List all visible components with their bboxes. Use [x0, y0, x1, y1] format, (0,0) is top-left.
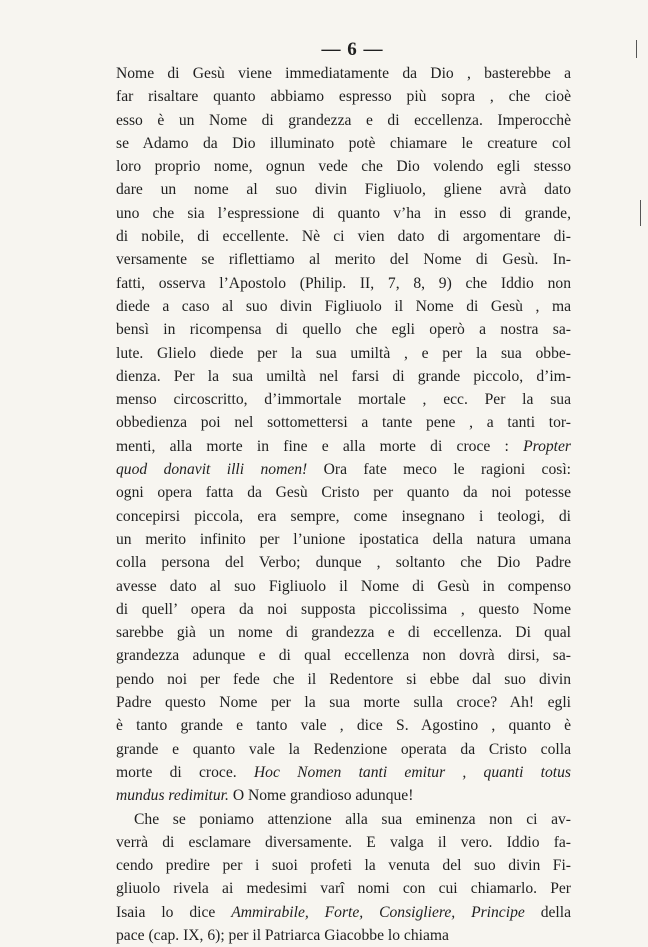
text-line	[116, 924, 571, 947]
text-line	[116, 877, 571, 900]
text-segment: O Nome grandioso adunque!	[229, 787, 413, 804]
paragraph	[116, 62, 571, 808]
text-line	[116, 295, 571, 318]
text-segment: uno che sia l’espressione di quanto v’ha in esso di grande,	[116, 205, 571, 222]
text-segment: è tanto grande e tanto vale , dice S. Agostino , quanto è	[116, 717, 571, 734]
italic-text: Ammirabile, Forte, Consigliere, Principe	[231, 904, 525, 921]
text-line	[116, 388, 571, 411]
text-line	[116, 575, 571, 598]
text-line	[116, 714, 571, 737]
text-segment: avesse dato al suo Figliuolo il Nome di Gesù in compenso	[116, 578, 571, 595]
text-line	[116, 528, 571, 551]
text-segment: pace (cap. IX, 6); per il Patriarca Giacobbe lo chiama	[116, 927, 449, 944]
page	[116, 38, 571, 947]
text-segment: lute. Glielo diede per la sua umiltà , e per la sua obbe-	[116, 345, 571, 362]
text-line	[116, 761, 571, 784]
text-segment: menso circoscritto, d’immortale mortale , ecc. Per la sua	[116, 391, 571, 408]
text-line	[116, 784, 571, 807]
text-line	[116, 248, 571, 271]
text-line	[116, 109, 571, 132]
body-text	[116, 62, 571, 947]
text-line	[116, 901, 571, 924]
text-segment: obbedienza poi nel sottomettersi a tante pene , a tanti tor-	[116, 414, 571, 431]
text-segment: Isaia lo dice	[116, 904, 231, 921]
text-segment: di nobile, di eccellente. Nè ci vien dato di argomentare di-	[116, 228, 571, 245]
text-line	[116, 411, 571, 434]
page-number: — 6 —	[116, 38, 571, 62]
text-line	[116, 481, 571, 504]
text-line	[116, 155, 571, 178]
text-segment: dienza. Per la sua umiltà nel farsi di grande piccolo, d’im-	[116, 368, 571, 385]
text-line	[116, 621, 571, 644]
text-line	[116, 318, 571, 341]
text-line	[116, 178, 571, 201]
paragraph	[116, 808, 571, 947]
text-segment: loro proprio nome, ognun vede che Dio volendo egli stesso	[116, 158, 571, 175]
italic-text: quod donavit illi nomen!	[116, 461, 307, 478]
text-line	[116, 202, 571, 225]
text-segment: un merito infinito per l’unione ipostatica della natura umana	[116, 531, 571, 548]
italic-text: mundus redimitur.	[116, 787, 229, 804]
text-segment: morte di croce.	[116, 764, 254, 781]
margin-mark-top	[636, 40, 637, 58]
text-line	[116, 668, 571, 691]
text-segment: verrà di esclamare diversamente. E valga il vero. Iddio fa-	[116, 834, 571, 851]
text-segment: sarebbe già un nome di grandezza e di eccellenza. Di qual	[116, 624, 571, 641]
text-segment: Padre questo Nome per la sua morte sulla croce? Ah! egli	[116, 694, 571, 711]
text-segment: menti, alla morte in fine e alla morte di croce :	[116, 438, 523, 455]
text-segment: diede a caso al suo divin Figliuolo il Nome di Gesù , ma	[116, 298, 571, 315]
text-segment: bensì in ricompensa di quello che egli operò a nostra sa-	[116, 321, 571, 338]
text-line	[116, 62, 571, 85]
text-line	[116, 691, 571, 714]
text-line	[116, 132, 571, 155]
text-segment: cendo predire per i suoi profeti la venuta del suo divin Fi-	[116, 857, 571, 874]
text-segment: ogni opera fatta da Gesù Cristo per quanto da noi potesse	[116, 484, 571, 501]
text-line	[116, 272, 571, 295]
text-line	[116, 505, 571, 528]
text-line	[116, 435, 571, 458]
margin-mark-middle	[640, 200, 641, 226]
text-line	[116, 598, 571, 621]
text-line	[116, 738, 571, 761]
text-segment: colla persona del Verbo; dunque , soltanto che Dio Padre	[116, 554, 571, 571]
text-line	[116, 644, 571, 667]
text-line	[116, 85, 571, 108]
italic-text: Hoc Nomen tanti emitur , quanti totus	[254, 764, 571, 781]
text-segment: far risaltare quanto abbiamo espresso più sopra , che cioè	[116, 88, 571, 105]
text-segment: fatti, osserva l’Apostolo (Philip. II, 7, 8, 9) che Iddio non	[116, 275, 571, 292]
text-segment: di quell’ opera da noi supposta piccolissima , questo Nome	[116, 601, 571, 618]
text-segment: della	[525, 904, 571, 921]
text-line	[116, 458, 571, 481]
text-segment: concepirsi piccola, era sempre, come insegnano i teologi, di	[116, 508, 571, 525]
text-segment: se Adamo da Dio illuminato potè chiamare le creature col	[116, 135, 571, 152]
text-line	[116, 854, 571, 877]
text-segment: versamente se riflettiamo al merito del Nome di Gesù. In-	[116, 251, 571, 268]
text-segment: esso è un Nome di grandezza e di eccellenza. Imperocchè	[116, 112, 571, 129]
text-segment: gliuolo rivela ai medesimi varî nomi con cui chiamarlo. Per	[116, 880, 571, 897]
text-line	[116, 551, 571, 574]
text-segment: grandezza adunque e di qual eccellenza non dovrà dirsi, sa-	[116, 647, 571, 664]
text-segment: Nome di Gesù viene immediatamente da Dio , basterebbe a	[116, 65, 571, 82]
text-line	[116, 365, 571, 388]
text-line	[116, 342, 571, 365]
text-line	[116, 808, 571, 831]
text-segment: pendo noi per fede che il Redentore si ebbe dal suo divin	[116, 671, 571, 688]
italic-text: Propter	[523, 438, 571, 455]
text-line	[116, 831, 571, 854]
text-segment: grande e quanto vale la Redenzione operata da Cristo colla	[116, 741, 571, 758]
text-segment: dare un nome al suo divin Figliuolo, gliene avrà dato	[116, 181, 571, 198]
text-segment: Che se poniamo attenzione alla sua eminenza non ci av-	[134, 811, 571, 828]
text-segment: Ora fate meco le ragioni così:	[307, 461, 571, 478]
text-line	[116, 225, 571, 248]
